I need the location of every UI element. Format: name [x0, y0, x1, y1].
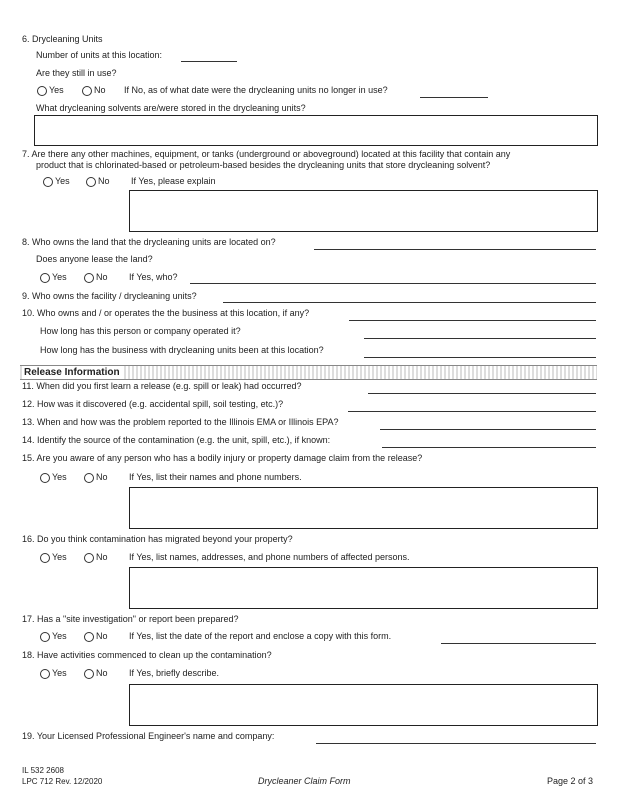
q18-if-yes-label: If Yes, briefly describe. [129, 668, 220, 678]
q8-no-label: No [96, 272, 108, 282]
q7-no-label: No [98, 176, 110, 186]
q7-no-radio[interactable] [86, 177, 96, 187]
q6-units-field[interactable] [181, 61, 237, 62]
q8-label: 8. Who owns the land that the drycleaning units are located on? [22, 237, 276, 247]
q6-no-label: No [94, 85, 106, 95]
q10-label: 10. Who owns and / or operates the the business at this location, if any? [22, 308, 310, 318]
q16-yes-label: Yes [52, 552, 67, 562]
q6-no-radio[interactable] [82, 86, 92, 96]
q8-no-radio[interactable] [84, 273, 94, 283]
footer-il-code: IL 532 2608 [22, 766, 64, 775]
section-title: Release Information [24, 367, 120, 378]
q15-names-box[interactable] [129, 487, 598, 529]
q15-yes-radio[interactable] [40, 473, 50, 483]
q8-yes-label: Yes [52, 272, 67, 282]
q10-field[interactable] [349, 320, 596, 321]
q10-how-long-business: How long has the business with drycleaning units been at this location? [40, 345, 324, 355]
q15-if-yes-label: If Yes, list their names and phone numbers. [129, 472, 302, 482]
q16-no-label: No [96, 552, 108, 562]
q18-describe-box[interactable] [129, 684, 598, 726]
q12-label: 12. How was it discovered (e.g. accidental spill, soil testing, etc.)? [22, 399, 284, 409]
q18-yes-label: Yes [52, 668, 67, 678]
q8-if-yes-label: If Yes, who? [129, 272, 178, 282]
q17-date-field[interactable] [441, 643, 596, 644]
q17-no-label: No [96, 631, 108, 641]
q6-still-use-label: Are they still in use? [36, 68, 117, 78]
q15-no-label: No [96, 472, 108, 482]
q15-no-radio[interactable] [84, 473, 94, 483]
q7-if-yes-label: If Yes, please explain [131, 176, 216, 186]
q7-label-line2: product that is chlorinated-based or petroleum-based besides the drycleaning units that store drycleaning solvent? [36, 160, 491, 170]
footer-form-name: Drycleaner Claim Form [258, 776, 351, 786]
q8-yes-radio[interactable] [40, 273, 50, 283]
q17-label: 17. Has a "site investigation" or report been prepared? [22, 614, 239, 624]
q13-label: 13. When and how was the problem reported to the Illinois EMA or Illinois EPA? [22, 417, 339, 427]
q7-yes-label: Yes [55, 176, 70, 186]
q14-label: 14. Identify the source of the contamination (e.g. the unit, spill, etc.), if known: [22, 435, 331, 445]
q6-yes-radio[interactable] [37, 86, 47, 96]
q18-yes-radio[interactable] [40, 669, 50, 679]
q9-field[interactable] [223, 302, 596, 303]
q10-person-duration-field[interactable] [364, 338, 596, 339]
footer-page-number: Page 2 of 3 [547, 776, 594, 786]
q17-yes-radio[interactable] [40, 632, 50, 642]
q18-no-label: No [96, 668, 108, 678]
q16-yes-radio[interactable] [40, 553, 50, 563]
q16-label: 16. Do you think contamination has migrated beyond your property? [22, 534, 293, 544]
q8-lease-label: Does anyone lease the land? [36, 254, 153, 264]
q19-field[interactable] [316, 743, 596, 744]
q7-explain-box[interactable] [129, 190, 598, 232]
q15-label: 15. Are you aware of any person who has a bodily injury or property damage claim from the release? [22, 453, 423, 463]
q7-yes-radio[interactable] [43, 177, 53, 187]
q6-units-label: Number of units at this location: [36, 50, 163, 60]
q6-yes-label: Yes [49, 85, 64, 95]
q12-field[interactable] [348, 411, 596, 412]
q17-if-yes-label: If Yes, list the date of the report and enclose a copy with this form. [129, 631, 392, 641]
q16-no-radio[interactable] [84, 553, 94, 563]
q6-solvents-label: What drycleaning solvents are/were stored in the drycleaning units? [36, 103, 306, 113]
q9-label: 9. Who owns the facility / drycleaning units? [22, 291, 197, 301]
q17-yes-label: Yes [52, 631, 67, 641]
q13-field[interactable] [380, 429, 596, 430]
q14-field[interactable] [382, 447, 596, 448]
q18-no-radio[interactable] [84, 669, 94, 679]
release-information-header [20, 365, 597, 380]
q8-owner-field[interactable] [314, 249, 596, 250]
q6-if-no-label: If No, as of what date were the drycleaning units no longer in use? [124, 85, 388, 95]
q6-no-date-field[interactable] [420, 97, 488, 98]
q16-persons-box[interactable] [129, 567, 598, 609]
q10-how-long-person: How long has this person or company operated it? [40, 326, 241, 336]
q16-if-yes-label: If Yes, list names, addresses, and phone numbers of affected persons. [129, 552, 410, 562]
q19-label: 19. Your Licensed Professional Engineer's name and company: [22, 731, 275, 741]
q11-field[interactable] [368, 393, 596, 394]
q6-heading: 6. Drycleaning Units [22, 34, 103, 44]
footer-form-rev: LPC 712 Rev. 12/2020 [22, 777, 103, 786]
q6-solvents-box[interactable] [34, 115, 598, 146]
q15-yes-label: Yes [52, 472, 67, 482]
q18-label: 18. Have activities commenced to clean up the contamination? [22, 650, 272, 660]
q7-label-line1: 7. Are there any other machines, equipment, or tanks (underground or aboveground) located at this facility that contain any [22, 149, 511, 159]
q11-label: 11. When did you first learn a release (e.g. spill or leak) had occurred? [22, 381, 302, 391]
q8-lessee-field[interactable] [190, 283, 596, 284]
q10-business-duration-field[interactable] [364, 357, 596, 358]
q17-no-radio[interactable] [84, 632, 94, 642]
